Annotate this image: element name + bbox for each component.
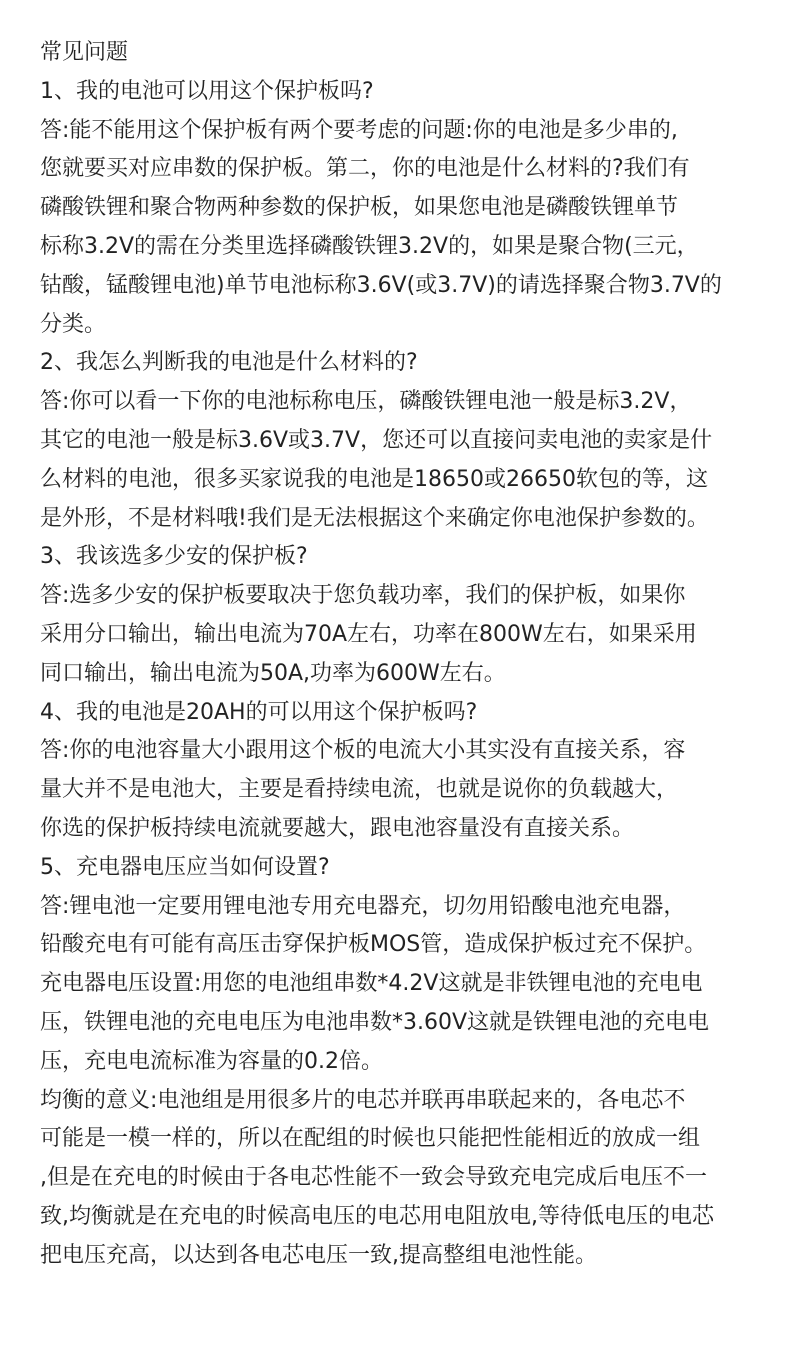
answer-5-line-3: 充电器电压设置:用您的电池组串数*4.2V这就是非铁锂电池的充电电 <box>40 971 703 997</box>
balance-line-4: 致,均衡就是在充电的时候高电压的电芯用电阻放电,等待低电压的电芯 <box>40 1203 714 1229</box>
balance-line-2: 可能是一模一样的，所以在配组的时候也只能把性能相近的放成一组 <box>40 1126 701 1152</box>
answer-3-line-1: 答:选多少安的保护板要取决于您负载功率，我们的保护板，如果你 <box>40 583 686 609</box>
question-1: 1、我的电池可以用这个保护板吗? <box>40 78 374 104</box>
answer-4-line-1: 答:你的电池容量大小跟用这个板的电流大小其实没有直接关系，容 <box>40 738 686 764</box>
question-5: 5、充电器电压应当如何设置? <box>40 854 330 880</box>
question-2: 2、我怎么判断我的电池是什么材料的? <box>40 350 418 376</box>
answer-4-line-3: 你选的保护板持续电流就要越大，跟电池容量没有直接关系。 <box>40 815 635 841</box>
answer-1-line-2: 您就要买对应串数的保护板。第二，你的电池是什么材料的?我们有 <box>40 156 690 182</box>
balance-line-1: 均衡的意义:电池组是用很多片的电芯并联再串联起来的，各电芯不 <box>40 1087 686 1113</box>
answer-2-line-2: 其它的电池一般是标3.6V或3.7V，您还可以直接问卖电池的卖家是什 <box>40 427 713 453</box>
question-4: 4、我的电池是20AH的可以用这个保护板吗? <box>40 699 478 725</box>
answer-1-line-4: 标称3.2V的需在分类里选择磷酸铁锂3.2V的，如果是聚合物(三元， <box>40 233 699 259</box>
answer-5-line-5: 压，充电电流标准为容量的0.2倍。 <box>40 1048 383 1074</box>
question-3: 3、我该选多少安的保护板? <box>40 544 308 570</box>
faq-text-block <box>40 34 775 1276</box>
answer-3-line-3: 同口输出，输出电流为50A,功率为600W左右。 <box>40 660 506 686</box>
balance-line-3: ,但是在充电的时候由于各电芯性能不一致会导致充电完成后电压不一 <box>40 1165 707 1191</box>
answer-1-line-1: 答:能不能用这个保护板有两个要考虑的问题:你的电池是多少串的, <box>40 117 678 143</box>
answer-3-line-2: 采用分口输出，输出电流为70A左右，功率在800W左右，如果采用 <box>40 621 697 647</box>
faq-heading: 常见问题 <box>40 40 129 65</box>
answer-2-line-3: 么材料的电池，很多买家说我的电池是18650或26650软包的等，这 <box>40 466 708 492</box>
answer-1-line-6: 分类。 <box>40 311 107 337</box>
answer-5-line-2: 铅酸充电有可能有高压击穿保护板MOS管，造成保护板过充不保护。 <box>40 932 707 958</box>
answer-1-line-3: 磷酸铁锂和聚合物两种参数的保护板，如果您电池是磷酸铁锂单节 <box>40 195 679 221</box>
balance-line-5: 把电压充高，以达到各电芯电压一致,提高整组电池性能。 <box>40 1242 597 1268</box>
answer-2-line-1: 答:你可以看一下你的电池标称电压，磷酸铁锂电池一般是标3.2V， <box>40 389 692 415</box>
answer-1-line-5: 钴酸，锰酸锂电池)单节电池标称3.6V(或3.7V)的请选择聚合物3.7V的 <box>40 272 722 298</box>
answer-2-line-4: 是外形，不是材料哦!我们是无法根据这个来确定你电池保护参数的。 <box>40 505 709 531</box>
answer-4-line-2: 量大并不是电池大，主要是看持续电流，也就是说你的负载越大， <box>40 777 679 803</box>
answer-5-line-1: 答:锂电池一定要用锂电池专用充电器充，切勿用铅酸电池充电器， <box>40 893 686 919</box>
answer-5-line-4: 压，铁锂电池的充电电压为电池串数*3.60V这就是铁锂电池的充电电 <box>40 1009 710 1035</box>
